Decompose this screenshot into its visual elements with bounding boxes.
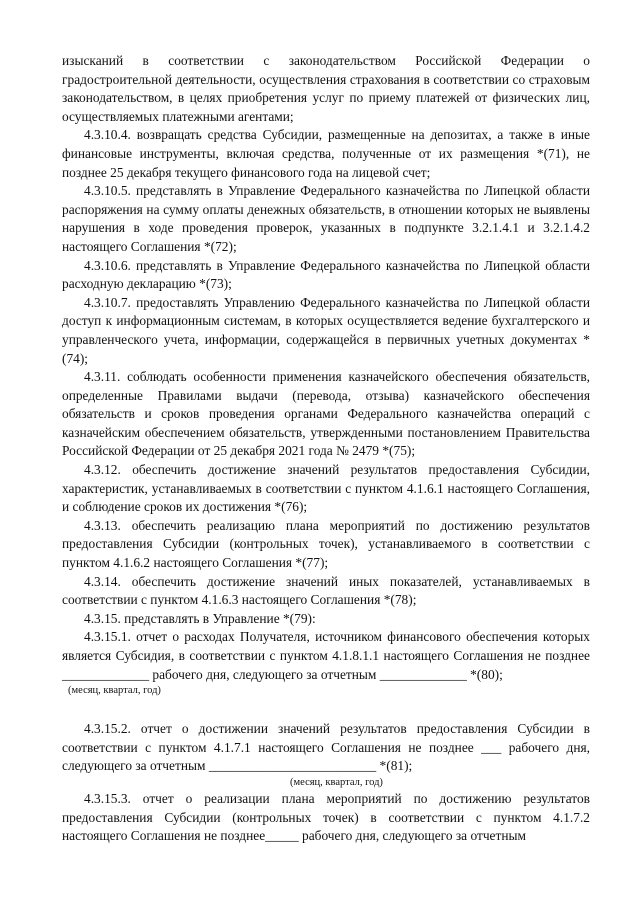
paragraph-4-3-10-7: 4.3.10.7. предоставлять Управлению Федерального казначейства по Липецкой области доступ к информационным системам, в которых осуществляется ведение бухгалтерского и управленческого учета, информации, содержащейся в первичных учетных документах *(74);: [62, 294, 590, 366]
document-page: [62, 52, 590, 846]
paragraph-4-3-11: 4.3.11. соблюдать особенности применения казначейского обеспечения обязательств, определенные Правилами выдачи (перевода, отзыва) казначейского обеспечения обязательств и сроков проведения органами Федерального казначейства операций с казначейским обеспечением обязательств, утвержденными постановлением Правительства Российской Федерации от 25 декабря 2021 года № 2479 *(75);: [62, 369, 590, 459]
paragraph-4-3-15-2: 4.3.15.2. отчет о достижении значений результатов предоставления Субсидии в соответствии с пунктом 4.1.7.1 настоящего Соглашения не позднее ___ рабочего дня, следующего за отчетным _________________________ *(81);: [62, 721, 590, 774]
paragraph-intro: изысканий в соответствии с законодательством Российской Федерации о градостроительной деятельности, осуществления страхования в соответствии со страховым законодательством, в целях приобретения услуг по приему платежей от физических лиц, осуществляемых платежными агентами;: [62, 53, 590, 124]
paragraph-4-3-10-4: 4.3.10.4. возвращать средства Субсидии, размещенные на депозитах, а также в иные финансовые инструменты, включая средства, полученные от их размещения *(71), не позднее 25 декабря текущего финансового года на лицевой счет;: [62, 127, 590, 180]
paragraph-4-3-12: 4.3.12. обеспечить достижение значений результатов предоставления Субсидии, характеристик, устанавливаемых в соответствии с пунктом 4.1.6.1 настоящего Соглашения, и соблюдение сроков их достижения *(76);: [62, 462, 590, 515]
paragraph-4-3-14: 4.3.14. обеспечить достижение значений иных показателей, устанавливаемых в соответствии с пунктом 4.1.6.3 настоящего Соглашения *(78);: [62, 573, 590, 608]
paragraph-4-3-15-1: 4.3.15.1. отчет о расходах Получателя, источником финансового обеспечения которых является Субсидия, в соответствии с пунктом 4.1.8.1.1 настоящего Соглашения не позднее _____________ рабочего дня, следующего за отчетным _____________ *(80);: [62, 629, 590, 682]
paragraph-4-3-15-3: 4.3.15.3. отчет о реализации плана мероприятий по достижению результатов предоставления Субсидии (контрольных точек) в соответствии с пунктом 4.1.7.2 настоящего Соглашения не позднее_____ рабочего дня, следующего за отчетным: [62, 790, 590, 844]
paragraph-4-3-10-5: 4.3.10.5. представлять в Управление Федерального казначейства по Липецкой области распоряжения на сумму оплаты денежных обязательств, в отношении которых не выявлены нарушения в ходе проведения проверок, указанных в подпункте 3.2.1.4.1 и 3.2.1.4.2 настоящего Соглашения *(72);: [62, 183, 590, 254]
paragraph-4-3-10-6: 4.3.10.6. представлять в Управление Федерального казначейства по Липецкой области расходную декларацию *(73);: [62, 257, 590, 292]
period-note-1: (месяц, квартал, год): [68, 685, 161, 697]
paragraph-4-3-13: 4.3.13. обеспечить реализацию плана мероприятий по достижению результатов предоставления Субсидии (контрольных точек), устанавливаемого в соответствии с пунктом 4.1.6.2 настоящего Соглашения *(77);: [62, 517, 590, 571]
paragraph-4-3-15: 4.3.15. представлять в Управление *(79):: [84, 610, 316, 626]
period-note-2: (месяц, квартал, год): [290, 776, 383, 788]
spacer: [62, 698, 590, 720]
